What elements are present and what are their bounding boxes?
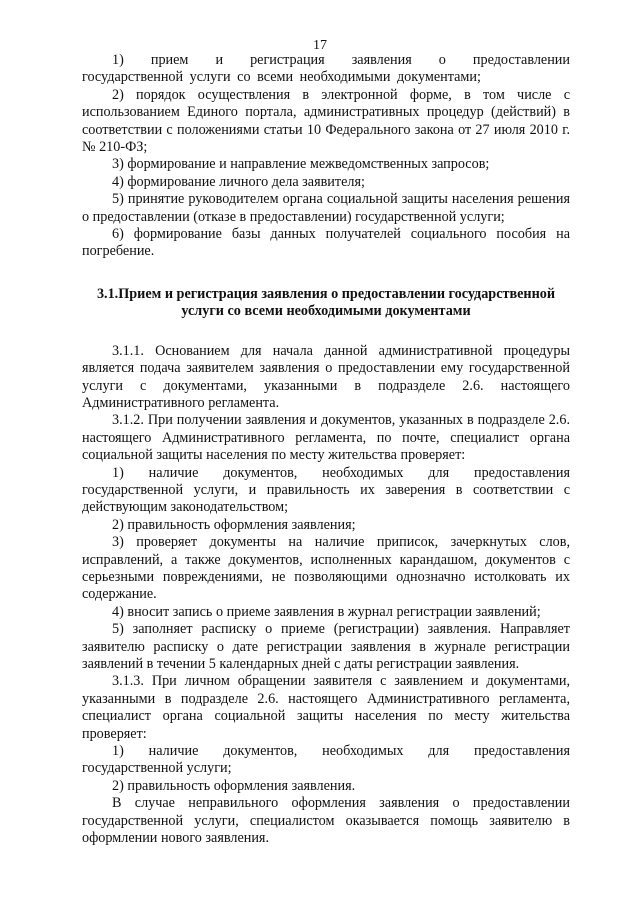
list-item: 6) формирование базы данных получателей социального пособия на погребение. [82, 226, 570, 260]
list-item: 1) прием и регистрация заявления о предоставлении государственной услуги со всеми необходимыми документами; [82, 52, 570, 86]
paragraph: 3.1.3. При личном обращении заявителя с заявлением и документами, указанными в подразделе 2.6. настоящего Административного регламента, специалист органа социальной защиты населения по месту жительства проверяет: [82, 673, 570, 742]
section-heading: 3.1.Прием и регистрация заявления о предоставлении государственной услуги со всеми необходимыми документами [96, 285, 556, 320]
list-item: 4) вносит запись о приеме заявления в журнал регистрации заявлений; [112, 603, 541, 620]
list-item: 4) формирование личного дела заявителя; [112, 173, 365, 190]
list-item: 1) наличие документов, необходимых для предоставления государственной услуги, и правильность их заверения в соответствии с действующим законодательством; [82, 464, 570, 516]
paragraph: 3.1.1. Основанием для начала данной административной процедуры является подача заявителем заявления о предоставлении ему государственной услуги с документами, указанными в подразделе 2.6. настоящего Административного регламента. [82, 342, 570, 411]
paragraph: 3.1.2. При получении заявления и документов, указанных в подразделе 2.6. настоящего Административного регламента, по почте, специалист органа социальной защиты населения по месту жительства проверяет: [82, 412, 570, 464]
list-item: 3) формирование и направление межведомственных запросов; [112, 156, 490, 173]
page-number: 17 [313, 38, 327, 53]
list-item: 3) проверяет документы на наличие приписок, зачеркнутых слов, исправлений, а также документов, исполненных карандашом, документов с серьезными повреждениями, не позволяющими однозначно истолковать их содержание. [82, 534, 570, 603]
list-item: 5) принятие руководителем органа социальной защиты населения решения о предоставлении (отказе в предоставлении) государственной услуги; [82, 191, 570, 225]
list-item: 2) порядок осуществления в электронной форме, в том числе с использованием Единого портала, административных процедур (действий) в соответствии с положениями статьи 10 Федерального закона от 27 июля 2010 г. № 210-ФЗ; [82, 86, 570, 156]
paragraph: В случае неправильного оформления заявления о предоставлении государственной услуги, специалистом оказывается помощь заявителю в оформлении нового заявления. [82, 795, 570, 847]
list-item: 5) заполняет расписку о приеме (регистрации) заявления. Направляет заявителю расписку о дате регистрации заявления в журнале регистрации заявлений в течении 5 календарных дней с даты регистрации заявления. [82, 621, 570, 672]
list-item: 1) наличие документов, необходимых для предоставления государственной услуги; [82, 743, 570, 777]
list-item: 2) правильность оформления заявления. [112, 777, 356, 794]
list-item: 2) правильность оформления заявления; [112, 516, 356, 533]
document-body [82, 52, 570, 847]
